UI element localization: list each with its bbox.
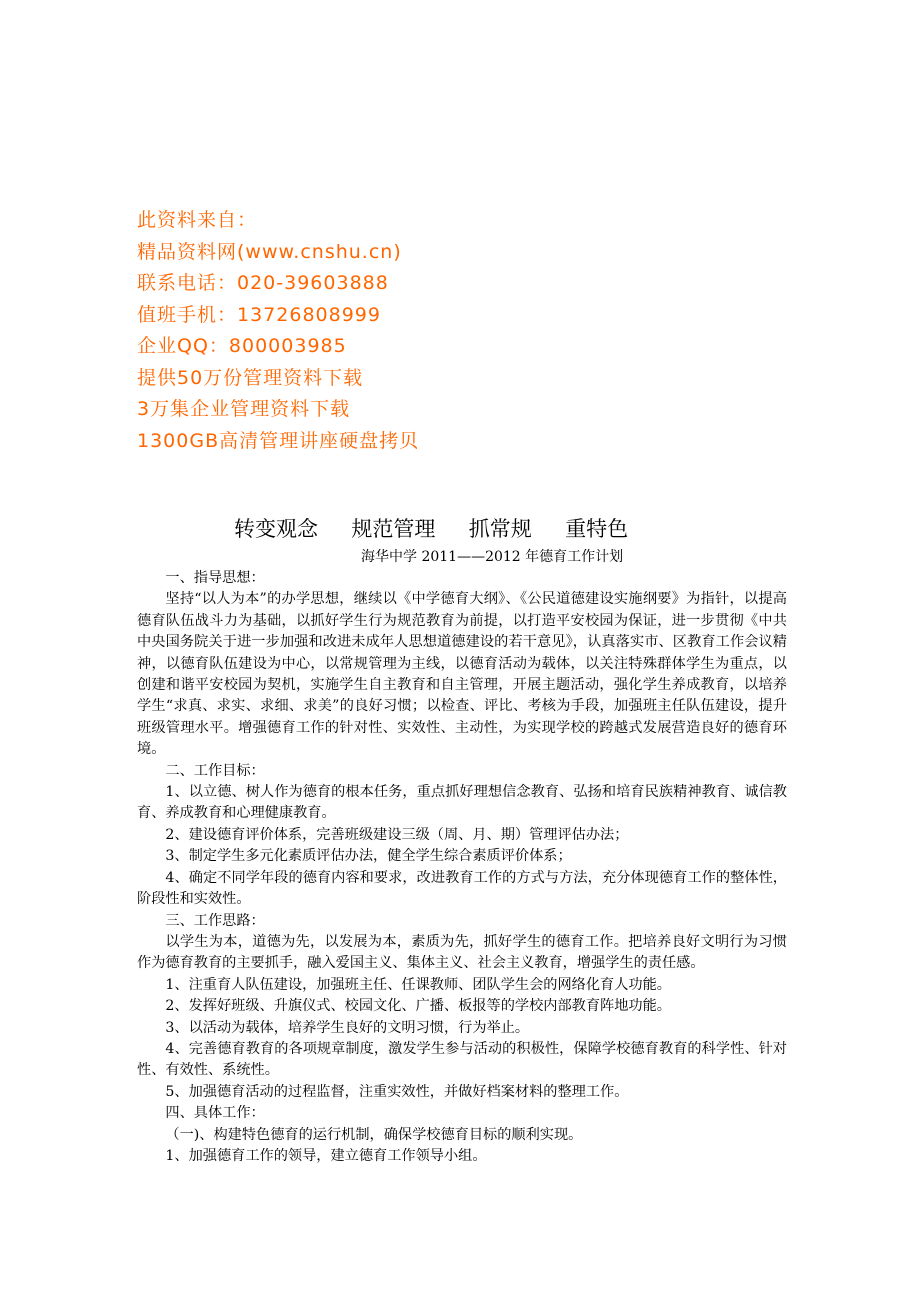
source-info-line: 1300GB高清管理讲座硬盘拷贝 <box>137 429 420 452</box>
source-info-line: 此资料来自： <box>137 209 258 231</box>
document-title: 转变观念 规范管理 抓常规 重特色 <box>234 517 629 541</box>
document-body <box>137 512 787 1167</box>
paragraph: 以学生为本，道德为先，以发展为本，素质为先，抓好学生的德育工作。把培养良好文明行为习惯作为德育教育的主要抓手，融入爱国主义、集体主义、社会主义教育，增强学生的责任感。 <box>137 933 787 972</box>
source-info-line: 值班手机：13726808999 <box>137 303 381 326</box>
section-heading: 二、工作目标： <box>165 762 265 779</box>
list-item: 4、完善德育教育的各项规章制度，激发学生参与活动的积极性，保障学校德育教育的科学性、针对性、有效性、系统性。 <box>137 1040 787 1079</box>
list-item: 3、以活动为载体，培养学生良好的文明习惯，行为举止。 <box>165 1019 530 1036</box>
section-heading: 三、工作思路： <box>165 912 265 929</box>
list-item: 5、加强德育活动的过程监督，注重实效性，并做好档案材料的整理工作。 <box>165 1083 629 1100</box>
source-info-line: 精品资料网(www.cnshu.cn) <box>137 240 402 263</box>
list-item: 4、确定不同学年段的德育内容和要求，改进教育工作的方式与方法，充分体现德育工作的整体性，阶段性和实效性。 <box>137 869 787 908</box>
list-item: 2、建设德育评价体系，完善班级建设三级（周、月、期）管理评估办法； <box>165 826 629 843</box>
list-item: 1、加强德育工作的领导，建立德育工作领导小组。 <box>165 1147 487 1164</box>
paragraph: 坚持“以人为本”的办学思想，继续以《中学德育大纲》、《公民道德建设实施纲要》为指针，以提高德育队伍战斗力为基础，以抓好学生行为规范教育为前提，以打造平安校园为保证，进一步贯彻《中共中央国务院关于进一步加强和改进未成年人思想道德建设的若干意见》，认真落实市、区教育工作会议精神，以德育队伍建设为中心，以常规管理为主线，以德育活动为载体，以关注特殊群体学生为重点，以创建和谐平安校园为契机，实施学生自主教育和自主管理，开展主题活动，强化学生养成教育，以培养学生“求真、求实、求细、求美”的良好习惯；以检查、评比、考核为手段，加强班主任队伍建设，提升班级管理水平。增强德育工作的针对性、实效性、主动性，为实现学校的跨越式发展营造良好的德育环境。 <box>137 591 787 758</box>
section-heading: 四、具体工作： <box>165 1105 265 1122</box>
section-heading: 一、指导思想： <box>165 570 265 586</box>
source-info-line: 提供50万份管理资料下载 <box>137 366 364 389</box>
source-info-line: 联系电话：020-39603888 <box>137 272 389 294</box>
document-subtitle: 海华中学 2011——2012 年德育工作计划 <box>361 549 624 565</box>
source-info-line: 企业QQ：800003985 <box>137 335 347 357</box>
list-item: 1、注重育人队伍建设，加强班主任、任课教师、团队学生会的网络化育人功能。 <box>165 976 671 993</box>
list-item: 1、以立德、树人作为德育的根本任务，重点抓好理想信念教育、弘扬和培育民族精神教育、诚信教育、养成教育和心理健康教育。 <box>137 784 787 822</box>
subsection-heading: （一)、构建特色德育的运行机制，确保学校德育目标的顺利实现。 <box>165 1126 583 1143</box>
source-info-block <box>137 205 697 457</box>
list-item: 2、发挥好班级、升旗仪式、校园文化、广播、板报等的学校内部教育阵地功能。 <box>165 998 671 1015</box>
list-item: 3、制定学生多元化素质评估办法，健全学生综合素质评价体系； <box>165 848 572 865</box>
source-info-line: 3万集企业管理资料下载 <box>137 398 351 420</box>
